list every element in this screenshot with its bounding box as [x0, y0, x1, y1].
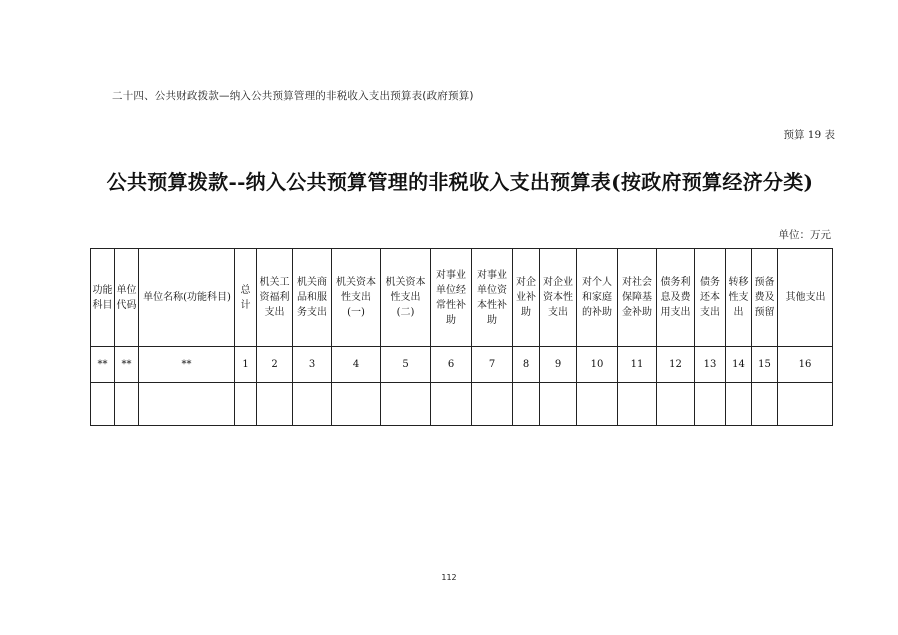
- column-index-cell: 12: [657, 347, 695, 383]
- table-cell: [752, 383, 778, 426]
- column-index-cell: 14: [726, 347, 752, 383]
- table-cell: [332, 383, 381, 426]
- column-header-label: 机关工资福利支出: [259, 277, 290, 318]
- table-row: [91, 383, 833, 426]
- column-index-cell: 1: [235, 347, 257, 383]
- column-header: [618, 249, 657, 347]
- table-cell: [235, 383, 257, 426]
- unit-label: 单位：万元: [778, 229, 831, 241]
- column-index-cell: 6: [431, 347, 472, 383]
- column-index-cell: 15: [752, 347, 778, 383]
- table-cell: [577, 383, 618, 426]
- table-cell: [726, 383, 752, 426]
- column-header-label: 债务利息及费用支出: [660, 277, 691, 318]
- column-header-label: 转移性支出: [728, 277, 749, 318]
- column-index-cell: 10: [577, 347, 618, 383]
- column-header: [332, 249, 381, 347]
- column-header: [778, 249, 833, 347]
- column-header-label: 对企业补助: [516, 277, 536, 318]
- column-header: [472, 249, 513, 347]
- column-header: [115, 249, 139, 347]
- table-cell: [540, 383, 577, 426]
- column-header-label: 对事业单位资本性补助: [477, 269, 507, 326]
- column-header: [235, 249, 257, 347]
- table-cell: [472, 383, 513, 426]
- column-header-label: 对企业资本性支出: [543, 277, 573, 318]
- table-cell: [139, 383, 235, 426]
- column-header-label: 对社会保障基金补助: [622, 277, 652, 318]
- column-header-label: 对个人和家庭的补助: [582, 277, 612, 318]
- table-cell: [695, 383, 726, 426]
- column-header-label: 机关资本性支出(一): [336, 277, 376, 318]
- column-header: [726, 249, 752, 347]
- column-header: [540, 249, 577, 347]
- page-title: 公共预算拨款--纳入公共预算管理的非税收入支出预算表(按政府预算经济分类): [106, 170, 814, 194]
- table-cell: [513, 383, 540, 426]
- column-header-label: 机关资本性支出(二): [385, 277, 426, 318]
- table-cell: [618, 383, 657, 426]
- section-title: 二十四、公共财政拨款—纳入公共预算管理的非税收入支出预算表(政府预算): [112, 90, 474, 102]
- column-header: [139, 249, 235, 347]
- column-index-cell: 5: [381, 347, 431, 383]
- column-header: [657, 249, 695, 347]
- column-header: [752, 249, 778, 347]
- table-cell: [91, 383, 115, 426]
- column-header-label: 单位名称(功能科目): [143, 292, 231, 303]
- column-index-cell: 2: [257, 347, 293, 383]
- column-header: [695, 249, 726, 347]
- table-cell: [778, 383, 833, 426]
- table-cell: [257, 383, 293, 426]
- column-header: [293, 249, 332, 347]
- column-header: [91, 249, 115, 347]
- table-cell: [657, 383, 695, 426]
- column-index-cell: 13: [695, 347, 726, 383]
- column-header-label: 总计: [240, 284, 251, 311]
- column-index-cell: **: [139, 347, 235, 383]
- table-cell: [115, 383, 139, 426]
- column-index-cell: 11: [618, 347, 657, 383]
- column-header-label: 单位代码: [116, 284, 137, 311]
- column-header-label: 对事业单位经常性补助: [436, 269, 466, 326]
- column-header: [257, 249, 293, 347]
- column-index-cell: 3: [293, 347, 332, 383]
- column-header-label: 债务还本支出: [700, 277, 720, 318]
- column-index-cell: **: [91, 347, 115, 383]
- column-header-label: 预备费及预留: [754, 277, 775, 318]
- column-index-cell: 16: [778, 347, 833, 383]
- column-header-label: 机关商品和服务支出: [297, 277, 327, 318]
- column-header: [381, 249, 431, 347]
- column-header-label: 功能科目: [92, 284, 113, 311]
- column-header: [431, 249, 472, 347]
- table-cell: [293, 383, 332, 426]
- table-number: 预算 19 表: [783, 129, 835, 141]
- page-number: 112: [441, 573, 457, 582]
- column-index-cell: 4: [332, 347, 381, 383]
- table-header-row: [91, 249, 833, 347]
- column-index-cell: 8: [513, 347, 540, 383]
- table-index-row: [91, 347, 833, 383]
- column-header: [513, 249, 540, 347]
- budget-table: [90, 248, 833, 426]
- column-header: [577, 249, 618, 347]
- column-header-label: 其他支出: [785, 292, 826, 303]
- column-index-cell: 7: [472, 347, 513, 383]
- column-index-cell: 9: [540, 347, 577, 383]
- table-cell: [431, 383, 472, 426]
- column-index-cell: **: [115, 347, 139, 383]
- table-cell: [381, 383, 431, 426]
